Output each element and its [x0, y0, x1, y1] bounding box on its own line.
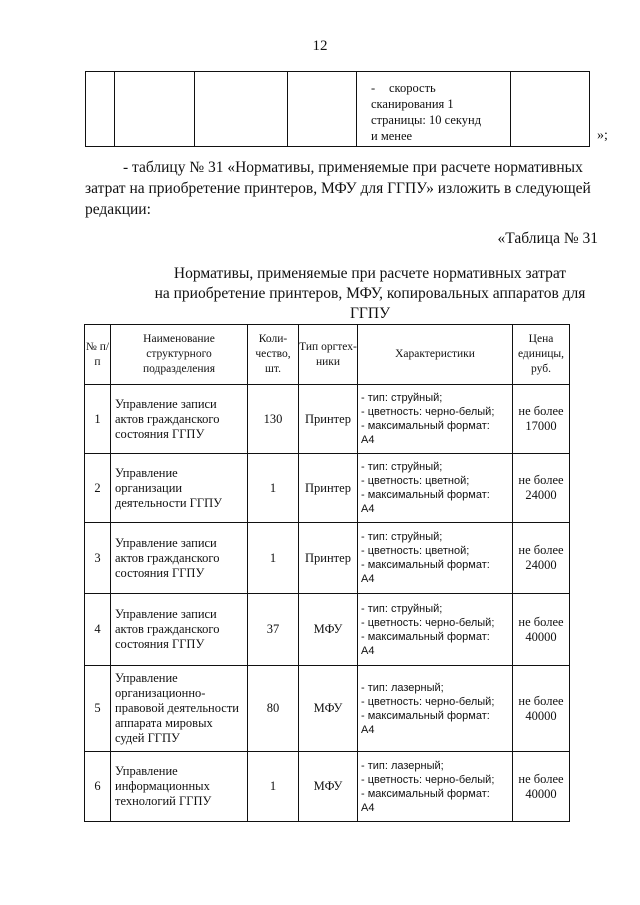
row-qty: 130 [248, 385, 299, 454]
paragraph-line: редакции: [85, 201, 151, 218]
row-price: не более 40000 [513, 594, 570, 666]
char-line: и менее [371, 129, 413, 143]
row-type: Принтер [299, 385, 358, 454]
header-qty: Коли-чество, шт. [248, 325, 299, 385]
norms-table [84, 324, 570, 822]
char-line: - максимальный формат: [361, 489, 490, 501]
characteristics-cell [357, 72, 511, 147]
row-chars [358, 666, 513, 752]
char-line: А4 [361, 801, 375, 814]
table-title [150, 264, 590, 324]
char-line: - цветность: черно-белый; [361, 695, 495, 708]
char-line: А4 [361, 573, 375, 585]
char-line: - тип: струйный; [361, 531, 443, 543]
row-qty: 1 [248, 752, 299, 822]
title-line: на приобретение принтеров, МФУ, копировальных аппаратов для [154, 285, 586, 302]
row-num: 4 [85, 594, 111, 666]
row-price: не более 24000 [513, 523, 570, 594]
row-qty: 37 [248, 594, 299, 666]
char-line: - тип: струйный; [361, 392, 443, 404]
header-chars: Характеристики [358, 325, 513, 385]
title-line: Нормативы, применяемые при расчете нормативных затрат [173, 265, 567, 282]
row-num: 5 [85, 666, 111, 752]
char-line: страницы: 10 секунд [371, 113, 482, 127]
table-label: «Таблица № 31 [497, 230, 598, 247]
row-type: Принтер [299, 454, 358, 523]
row-price: не более 24000 [513, 454, 570, 523]
row-name: Управление организации деятельности ГГПУ [111, 454, 248, 523]
char-line: А4 [361, 644, 375, 657]
table-row [85, 666, 570, 752]
char-line: А4 [361, 434, 375, 446]
char-line: А4 [361, 503, 375, 515]
row-qty: 1 [248, 454, 299, 523]
table-row [85, 454, 570, 523]
row-type: МФУ [299, 594, 358, 666]
closing-quote: »; [597, 128, 608, 143]
char-line: - максимальный формат: [361, 630, 490, 643]
row-name: Управление записи актов гражданского состояния ГГПУ [111, 385, 248, 454]
row-chars [358, 752, 513, 822]
table-row [85, 594, 570, 666]
paragraph-line: затрат на приобретение принтеров, МФУ для ГГПУ» изложить в следующей [85, 180, 591, 197]
char-line: - тип: струйный; [361, 461, 443, 473]
row-price: не более 40000 [513, 752, 570, 822]
row-num: 1 [85, 385, 111, 454]
char-line: - цветность: цветной; [361, 545, 470, 557]
table-cell [195, 72, 288, 147]
row-qty: 1 [248, 523, 299, 594]
row-type: МФУ [299, 752, 358, 822]
row-num: 6 [85, 752, 111, 822]
table-row [85, 752, 570, 822]
title-line: ГГПУ [349, 305, 391, 322]
char-line: скорость [389, 81, 436, 95]
page-number: 12 [312, 38, 328, 54]
char-line: - тип: лазерный; [361, 681, 444, 694]
row-num: 2 [85, 454, 111, 523]
char-line: - цветность: черно-белый; [361, 773, 495, 786]
char-line: - тип: струйный; [361, 602, 443, 615]
table-row [86, 72, 590, 147]
row-chars [358, 523, 513, 594]
char-line: - цветность: черно-белый; [361, 406, 495, 418]
row-type: Принтер [299, 523, 358, 594]
row-name: Управление записи актов гражданского состояния ГГПУ [111, 594, 248, 666]
char-line: - тип: лазерный; [361, 759, 444, 772]
char-line: А4 [361, 723, 375, 736]
header-type: Тип оргтех-ники [299, 325, 358, 385]
char-line: - цветность: черно-белый; [361, 616, 495, 629]
table-cell [115, 72, 195, 147]
char-line: - цветность: цветной; [361, 475, 470, 487]
char-line: - максимальный формат: [361, 420, 490, 432]
char-line: - максимальный формат: [361, 709, 490, 722]
bullet-dash: - [371, 81, 376, 95]
header-num: № п/п [85, 325, 111, 385]
row-chars [358, 385, 513, 454]
amendment-paragraph [85, 157, 597, 220]
table-cell [288, 72, 357, 147]
header-price: Цена единицы, руб. [513, 325, 570, 385]
row-price: не более 17000 [513, 385, 570, 454]
char-line: - максимальный формат: [361, 787, 490, 800]
row-num: 3 [85, 523, 111, 594]
row-type: МФУ [299, 666, 358, 752]
char-line: сканирования 1 [371, 97, 454, 111]
table-row [85, 385, 570, 454]
table-cell [511, 72, 590, 147]
char-line: - максимальный формат: [361, 559, 490, 571]
row-name: Управление организационно-правовой деятельности аппарата мировых судей ГГПУ [111, 666, 248, 752]
row-chars [358, 454, 513, 523]
header-name: Наименование структурного подразделения [111, 325, 248, 385]
previous-table-fragment [85, 71, 590, 147]
table-cell [86, 72, 115, 147]
row-chars [358, 594, 513, 666]
row-name: Управление информационных технологий ГГПУ [111, 752, 248, 822]
table-row [85, 523, 570, 594]
row-name: Управление записи актов гражданского состояния ГГПУ [111, 523, 248, 594]
header-row [85, 325, 570, 385]
row-price: не более 40000 [513, 666, 570, 752]
row-qty: 80 [248, 666, 299, 752]
paragraph-line: - таблицу № 31 «Нормативы, применяемые при расчете нормативных [123, 159, 583, 176]
